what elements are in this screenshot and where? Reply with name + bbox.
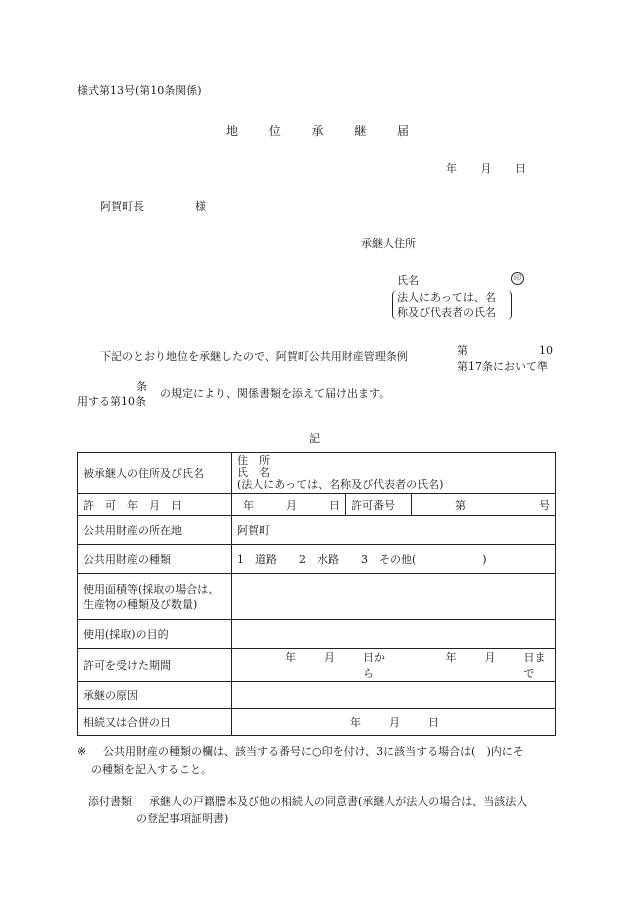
inheritance-date-value (232, 709, 556, 736)
succession-cause-label: 承継の原因 (78, 682, 232, 709)
body-line2: の規定により、関係書類を添えて届け出ます。 (160, 387, 391, 400)
inheritance-date-label: 相続又は合併の日 (78, 709, 232, 736)
title-char: 位 (268, 124, 281, 138)
permit-month: 月 (286, 498, 297, 512)
ki-heading: 記 (309, 432, 320, 445)
title-char: 継 (354, 124, 367, 138)
date-year: 年 (446, 162, 457, 175)
property-location-value: 阿賀町 (232, 516, 556, 545)
attachment-line2: の登記事項証明書) (136, 812, 229, 825)
table-row (78, 649, 556, 682)
corp-note-line2: 称及び代表者の氏名 (397, 306, 496, 319)
inherit-year: 年 (350, 716, 361, 729)
usage-area-label-line2: 生産物の種類及び数量) (83, 597, 198, 611)
table-row (78, 709, 556, 736)
succession-table (77, 452, 556, 736)
from-month: 月 (324, 651, 335, 664)
title-char: 承 (311, 124, 324, 138)
permit-date-label (78, 494, 232, 516)
seal-icon: 印 (511, 272, 524, 285)
property-type-label: 公共用財産の種類 (78, 545, 232, 574)
date-month: 月 (480, 162, 492, 175)
table-row (78, 453, 556, 494)
form-number: 様式第13号(第10条関係) (77, 84, 202, 97)
line2-prefix: 用する第10条 (77, 395, 146, 408)
predecessor-label: 被承継人の住所及び氏名 (78, 453, 232, 494)
addressee-honorific: 様 (195, 200, 206, 213)
permit-number-value (412, 494, 556, 516)
attachment-line1: 承継人の戸籍謄本及び他の相続人の同意書(承継人が法人の場合は、当該法人 (149, 795, 528, 808)
note-line2: の種類を記入すること。 (91, 763, 212, 776)
submission-date (446, 162, 526, 176)
body-line1: 下記のとおり地位を承継したので、阿賀町公共用財産管理条例 (100, 350, 408, 363)
inherit-day: 日 (428, 716, 439, 729)
addressee-name: 阿賀町長 (100, 200, 144, 213)
permit-period-value (232, 649, 556, 682)
usage-area-value (232, 574, 556, 620)
table-row (78, 574, 556, 620)
succession-cause-value (232, 682, 556, 709)
date-day: 日 (515, 162, 526, 175)
permit-number-label: 許可番号 (346, 494, 412, 516)
usage-area-label-line1: 使用面積等(採取の場合は、 (83, 582, 220, 596)
permit-dai: 第 (455, 498, 466, 512)
inherit-month: 月 (389, 716, 400, 729)
applicant-name-label: 氏名 (397, 274, 419, 287)
line2-jo: 条 (136, 380, 147, 393)
table-row (78, 620, 556, 649)
permit-day: 日 (329, 498, 340, 512)
usage-purpose-label: 使用(採取)の目的 (78, 620, 232, 649)
ref-bottom: 第17条において準 (457, 360, 548, 373)
table-row (78, 682, 556, 709)
title-char: 地 (226, 124, 239, 138)
note-line1: 公共用財産の種類の欄は、該当する番号に○印を付け、3に該当する場合は( )内にそ (103, 745, 524, 758)
permit-year: 年 (243, 498, 254, 512)
predecessor-address-label: 住 所 (237, 454, 270, 467)
title-char: 届 (396, 124, 409, 138)
property-location-label: 公共用財産の所在地 (78, 516, 232, 545)
predecessor-name-label: 氏 名 (237, 466, 270, 479)
document-title (226, 124, 409, 139)
permit-go: 号 (539, 498, 550, 512)
permit-date-label-text: 許 可 年 月 日 (83, 498, 182, 512)
table-row (78, 545, 556, 574)
predecessor-value-cell (232, 453, 556, 494)
usage-area-label (78, 574, 232, 620)
to-year: 年 (445, 651, 457, 664)
predecessor-corp-note: (法人にあっては、名称及び代表者の氏名) (237, 478, 444, 491)
permit-period-label: 許可を受けた期間 (78, 649, 232, 682)
usage-purpose-value (232, 620, 556, 649)
to-day: 日まで (523, 651, 546, 680)
permit-date-value (232, 494, 346, 516)
attachment-label: 添付書類 (88, 795, 132, 808)
from-day: 日から (363, 651, 385, 680)
from-year: 年 (285, 651, 296, 664)
ref-top-left: 第 (457, 344, 468, 357)
applicant-address-label: 承継人住所 (361, 237, 416, 250)
ref-top-right: 10 (539, 344, 553, 357)
to-month: 月 (484, 651, 496, 664)
note-mark: ※ (77, 745, 87, 758)
table-row (78, 516, 556, 545)
property-type-value: 1 道路 2 水路 3 その他( ) (232, 545, 556, 574)
corp-note-line1: 法人にあっては、名 (397, 291, 496, 304)
table-row (78, 494, 556, 516)
